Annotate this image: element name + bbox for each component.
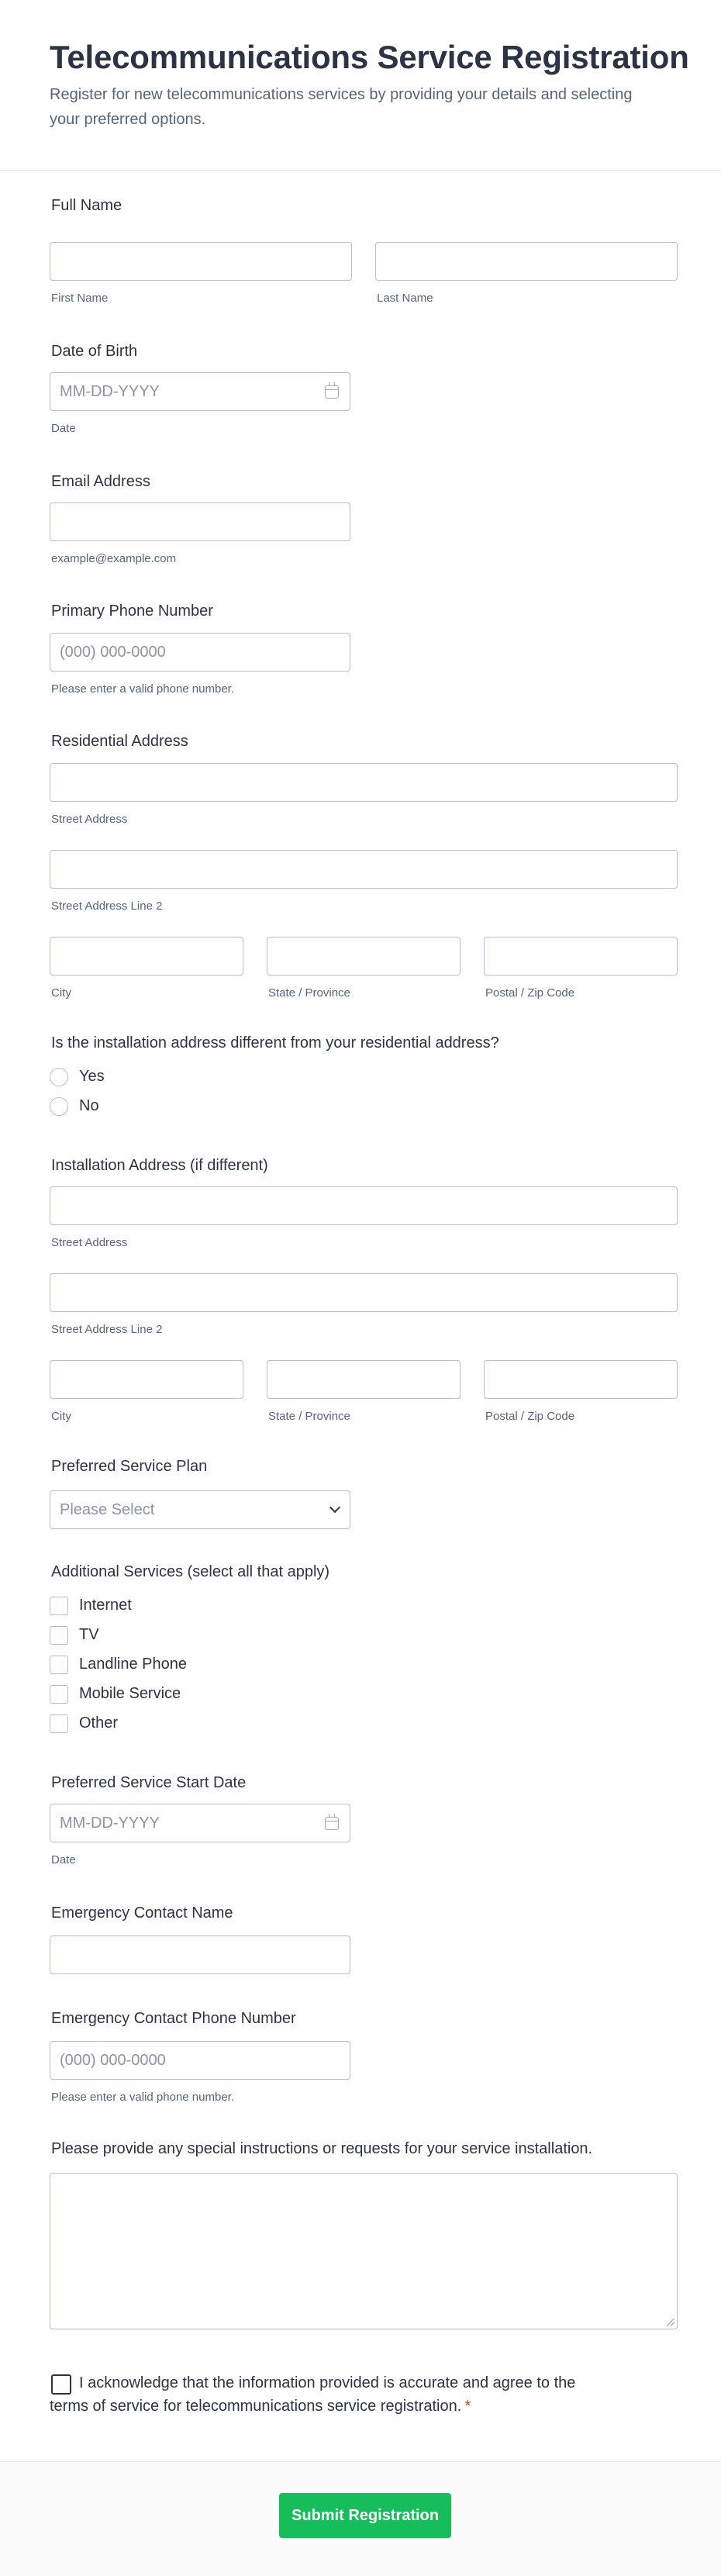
residential-zip-input[interactable] [484,937,678,975]
residential-address-label: Residential Address [51,733,188,750]
residential-state-sublabel: State / Province [268,986,350,1000]
installation-zip-sublabel: Postal / Zip Code [485,1410,575,1423]
installation-zip-input[interactable] [484,1360,678,1399]
residential-street2-sublabel: Street Address Line 2 [51,900,163,913]
emergency-phone-label: Emergency Contact Phone Number [51,2010,296,2027]
acknowledgement-text: I acknowledge that the information provided is accurate and agree to the terms of service for telecommunications service registration. [50,2374,576,2415]
installation-state-input[interactable] [267,1360,461,1399]
emergency-phone-placeholder: (000) 000-0000 [60,2052,166,2069]
additional-services-label: Additional Services (select all that apply) [51,1563,330,1580]
checkbox-internet-label[interactable]: Internet [79,1597,132,1614]
dob-label: Date of Birth [51,343,138,360]
first-name-input[interactable] [50,242,352,281]
instructions-label: Please provide any special instructions or requests for your service installation. [51,2140,593,2157]
installation-street-input[interactable] [50,1186,678,1225]
installation-city-input[interactable] [50,1360,243,1399]
installation-street2-input[interactable] [50,1273,678,1312]
checkbox[interactable] [50,1626,68,1645]
emergency-name-label: Emergency Contact Name [51,1904,233,1922]
installation-city-sublabel: City [51,1410,71,1423]
calendar-icon[interactable] [325,385,339,399]
dob-input[interactable] [50,372,350,411]
checkbox[interactable] [50,1685,68,1704]
form-description: Register for new telecommunications services by providing your details and selecting your preferred options. [50,86,633,128]
full-name-label: Full Name [51,197,122,214]
form-title: Telecommunications Service Registration [50,39,689,75]
primary-phone-sublabel: Please enter a valid phone number. [51,682,234,696]
start-date-sublabel: Date [51,1853,76,1866]
checkbox-tv-label[interactable]: TV [79,1626,99,1643]
dob-placeholder: MM-DD-YYYY [60,383,160,400]
emergency-name-input[interactable] [50,1935,350,1974]
residential-street2-input[interactable] [50,850,678,889]
dob-sublabel: Date [51,422,76,435]
form-footer [0,2461,721,2576]
checkbox[interactable] [50,1597,68,1615]
primary-phone-label: Primary Phone Number [51,603,213,620]
acknowledgement-label[interactable] [50,2371,608,2418]
service-plan-selected: Please Select [60,1501,155,1518]
submit-button[interactable]: Submit Registration [279,2493,451,2538]
installation-question-label: Is the installation address different from your residential address? [51,1034,499,1051]
email-label: Email Address [51,473,150,490]
last-name-sublabel: Last Name [377,292,433,305]
form-header [0,0,721,171]
emergency-phone-input[interactable] [50,2041,350,2080]
installation-address-label: Installation Address (if different) [51,1157,268,1174]
service-plan-select[interactable] [50,1490,350,1529]
calendar-icon[interactable] [325,1817,339,1830]
primary-phone-placeholder: (000) 000-0000 [60,644,166,661]
start-date-label: Preferred Service Start Date [51,1774,247,1791]
start-date-placeholder: MM-DD-YYYY [60,1815,160,1832]
checkbox-mobile-label[interactable]: Mobile Service [79,1685,181,1702]
residential-state-input[interactable] [267,937,461,975]
residential-zip-sublabel: Postal / Zip Code [485,986,575,1000]
residential-city-sublabel: City [51,986,71,1000]
chevron-down-icon[interactable] [329,1502,340,1513]
radio-button[interactable] [50,1097,68,1116]
last-name-input[interactable] [375,242,678,281]
radio-button[interactable] [50,1068,68,1086]
checkbox[interactable] [50,1656,68,1674]
service-plan-label: Preferred Service Plan [51,1458,208,1475]
radio-no-label[interactable]: No [79,1097,99,1114]
checkbox[interactable] [50,1714,68,1733]
start-date-input[interactable] [50,1804,350,1842]
primary-phone-input[interactable] [50,633,350,672]
resize-handle-icon[interactable] [667,2319,674,2326]
checkbox-other-label[interactable]: Other [79,1714,119,1732]
first-name-sublabel: First Name [51,292,109,305]
radio-yes-label[interactable]: Yes [79,1068,105,1085]
checkbox-landline-label[interactable]: Landline Phone [79,1656,188,1673]
installation-street-sublabel: Street Address [51,1236,128,1249]
residential-city-input[interactable] [50,937,243,975]
required-mark: * [464,2398,471,2415]
email-input[interactable] [50,502,350,541]
installation-state-sublabel: State / Province [268,1410,350,1423]
installation-street2-sublabel: Street Address Line 2 [51,1323,163,1336]
instructions-textarea[interactable] [50,2173,678,2329]
email-sublabel: example@example.com [51,552,177,565]
residential-street-sublabel: Street Address [51,813,128,826]
residential-street-input[interactable] [50,763,678,802]
emergency-phone-sublabel: Please enter a valid phone number. [51,2091,234,2104]
